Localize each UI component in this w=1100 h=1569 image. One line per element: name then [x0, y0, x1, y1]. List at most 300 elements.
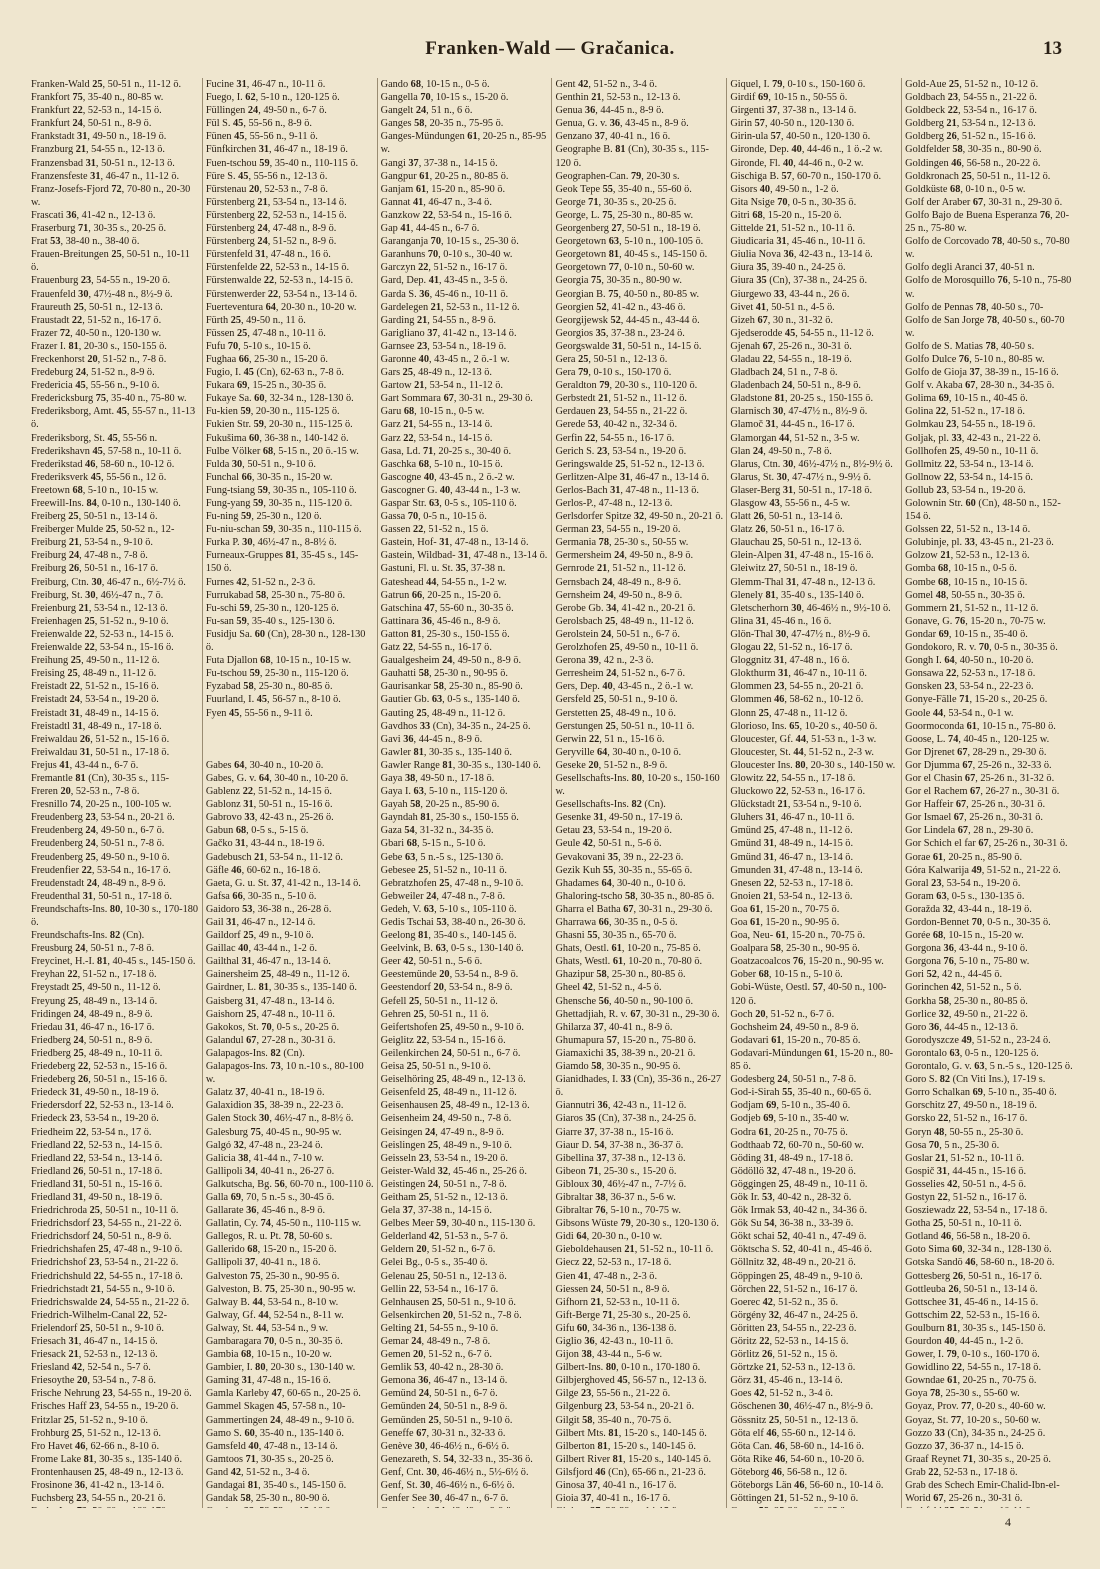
entry-coordinates: , 25-30 n., 80-85 ö. — [606, 969, 686, 981]
entry-name: Goch — [730, 1008, 753, 1020]
entry-name — [555, 1506, 587, 1508]
index-entry — [206, 1047, 374, 1060]
entry-coordinates: (Cn), 65-66 n., 21-23 ö. — [605, 1466, 706, 1478]
entry-map-number — [432, 1506, 445, 1508]
entry-coordinates: , 48-49 n., 7-8 ö. — [421, 1336, 491, 1347]
index-entry — [381, 274, 549, 287]
entry-name: Fürstenwalde — [205, 275, 262, 287]
index-entry — [555, 1348, 723, 1361]
entry-map-number: 20 — [430, 982, 444, 994]
entry-name: Goya — [905, 1388, 928, 1400]
entry-coordinates: , 52-53 n., 12-13 ö. — [601, 92, 681, 104]
entry-map-number: 25 — [761, 825, 775, 837]
entry-name: Gabrovo — [205, 812, 242, 824]
entry-name: Goa, Neu- — [730, 930, 774, 942]
entry-name: Freienburg — [31, 602, 76, 614]
entry-name: Futa Djallon — [205, 655, 258, 667]
entry-name: Fraureuth — [31, 301, 72, 313]
entry-name: Frejus — [31, 759, 57, 771]
entry-name: Gablenz — [205, 786, 241, 798]
entry-coordinates: , 46½-47 n., 8½-9 ö. — [788, 1401, 874, 1413]
entry-coordinates: , 5-10 n., 120-125 ö. — [255, 92, 340, 104]
entry-map-number: 59 — [251, 419, 264, 431]
entry-map-number: 61 — [964, 720, 977, 732]
entry-map-number: 53 — [585, 419, 599, 431]
entry-map-number: 32 — [764, 1257, 777, 1269]
entry-map-number: 23 — [67, 1113, 80, 1125]
entry-coordinates: , 40-42 n., 28-30 ö. — [424, 1362, 504, 1374]
entry-coordinates: , 58-60 n., 18-20 ö. — [975, 1257, 1055, 1269]
entry-name: Giessen — [555, 1283, 589, 1295]
entry-name: Fu-kien — [205, 406, 238, 418]
entry-name — [206, 1506, 241, 1508]
entry-coordinates: , 50-51 n., 9-10 ö. — [90, 1322, 164, 1334]
entry-name: Göppingen — [730, 1270, 777, 1282]
entry-coordinates: , 51-52 n., 3-4 ö. — [764, 1388, 833, 1400]
entry-name: Geer — [380, 956, 401, 968]
entry-map-number: 24 — [598, 628, 612, 640]
entry-name: Friedeck — [31, 1087, 68, 1099]
index-entry — [206, 772, 374, 785]
entry-coordinates: , 51-52 n., 8-9 ö. — [598, 759, 668, 771]
entry-coordinates: , 51-52 n., 11-12 ö. — [608, 393, 687, 405]
index-entry — [31, 1374, 199, 1387]
index-entry — [905, 157, 1073, 170]
entry-name: Furneaux-Gruppes — [205, 550, 284, 562]
entry-coordinates: , 54-55 n., 19-20 ö. — [112, 1388, 192, 1400]
entry-name: Gonsken — [905, 681, 942, 693]
entry-map-number: 46 — [771, 694, 785, 706]
entry-coordinates: , 37-38 n., 23-24 ö. — [605, 327, 685, 339]
entry-map-number: 23 — [928, 877, 942, 889]
entry-name: Franzensfeste — [31, 170, 88, 182]
entry-name: Friedrichshafen — [31, 1244, 96, 1256]
index-entry — [206, 1230, 374, 1243]
entry-name: Gor Djumma — [905, 759, 960, 771]
entry-coordinates: , 46-47 n., 12-14 ö. — [236, 917, 316, 928]
entry-name: Gerolsbach — [555, 615, 603, 627]
entry-name: Gayndah — [380, 812, 418, 824]
entry-name: Gambaragara — [205, 1336, 262, 1347]
index-entry — [555, 1505, 723, 1508]
entry-coordinates: , 51-52 n., 12-13 ö. — [82, 1427, 161, 1439]
entry-name: Friedrichswalde — [31, 1296, 98, 1308]
entry-map-number: 39 — [585, 655, 599, 667]
entry-map-number: 22 — [64, 969, 78, 981]
entry-name: Gleiwitz — [730, 563, 766, 575]
entry-coordinates: , 31-32 n., 34-35 ö. — [414, 825, 494, 837]
entry-coordinates: , 50-51 n., 8-9 ö. — [792, 380, 861, 392]
entry-coordinates: , 53-54 n., 9 w. — [266, 1322, 329, 1334]
entry-coordinates: , 50-51 n., 8-9 ö. — [600, 1283, 670, 1295]
index-entry — [555, 1361, 723, 1374]
index-entry — [206, 916, 374, 929]
entry-map-number: 22 — [70, 1152, 84, 1164]
entry-coordinates: , 30-40 n., 10-20 ö. — [269, 772, 349, 784]
entry-name: Göritten — [730, 1322, 765, 1334]
entry-coordinates: , 20-35 n., 75-95 ö. — [424, 118, 504, 130]
index-entry — [905, 523, 1073, 536]
entry-coordinates: , 42-43 n., 21-22 ö. — [961, 432, 1041, 444]
entry-coordinates: , 0-10 n., 130-140 ö. — [96, 498, 181, 509]
entry-name: Gannat — [380, 196, 411, 208]
entry-name: Görz — [730, 1375, 751, 1387]
entry-map-number: 25 — [70, 1047, 84, 1059]
entry-name: Fuchsberg — [31, 1493, 74, 1505]
index-entry — [381, 91, 549, 104]
entry-coordinates: , 54-55 n., 22-23 ö. — [777, 1322, 857, 1334]
index-entry — [730, 510, 898, 523]
index-entry — [206, 1270, 374, 1283]
entry-coordinates: , 38-40 n., 38-40 ö. — [60, 236, 140, 248]
entry-map-number: 31 — [617, 471, 631, 483]
entry-map-number: 24 — [588, 1283, 601, 1295]
entry-name: Goral — [905, 877, 929, 889]
entry-name: Gaya — [380, 772, 403, 784]
entry-coordinates: , 0-10 s., 30-40 w. — [438, 249, 513, 261]
entry-map-number: 57 — [778, 170, 792, 182]
index-entry — [206, 877, 374, 890]
index-entry — [555, 78, 723, 91]
entry-name: Gonsawa — [905, 668, 944, 680]
index-entry — [730, 1073, 898, 1086]
entry-map-number: 58 — [768, 943, 781, 955]
entry-map-number: 63 — [426, 498, 440, 509]
entry-coordinates: , 47-48 n., 8-9 ö. — [267, 223, 337, 235]
entry-name: Golfo de Corcovado — [905, 236, 990, 248]
entry-coordinates: , 30-31 n., 29-30 ö. — [640, 1008, 720, 1020]
entry-map-number: 68 — [749, 209, 763, 221]
entry-name: Frankfurt — [31, 105, 70, 117]
entry-name: Glarus, St. — [730, 471, 775, 483]
entry-name: Gor el Rachem — [905, 786, 968, 798]
index-entry — [905, 733, 1073, 746]
entry-map-number: 35 — [603, 1047, 617, 1059]
entry-name: Freiburg — [31, 550, 67, 562]
entry-name: Friedland — [31, 1165, 71, 1177]
index-entry — [730, 327, 898, 340]
entry-name: Gottesberg — [905, 1270, 951, 1282]
entry-map-number: 41 — [410, 196, 424, 208]
entry-name: Givet — [730, 301, 754, 313]
entry-name: Gozzo — [905, 1440, 933, 1452]
entry-map-number: 59 — [260, 524, 274, 536]
entry-name: Gelderland — [380, 1231, 427, 1243]
index-entry — [31, 1099, 199, 1112]
entry-coordinates: , 25-30 n., 80-90 ö. — [250, 1493, 330, 1505]
entry-name: Gomel — [905, 589, 934, 601]
entry-coordinates: , 51 n., 6 ö. — [426, 105, 473, 117]
index-entry — [555, 1191, 723, 1204]
entry-coordinates: , 47-48 n., 13-14 ö. — [255, 995, 335, 1007]
entry-coordinates: , 50-51 n., 12-13 ö. — [588, 353, 668, 365]
entry-map-number: 22 — [925, 1466, 939, 1478]
index-entry — [381, 903, 549, 916]
entry-map-number: 81 — [772, 393, 785, 405]
entry-map-number: 42 — [760, 1296, 773, 1308]
entry-coordinates: , 30-35 n., 90-95 ö. — [601, 1061, 681, 1073]
entry-map-number: 20 — [413, 1244, 427, 1256]
entry-coordinates: , 20-25 s., 150-155 ö. — [784, 393, 874, 405]
index-entry — [206, 1204, 374, 1217]
entry-name: Gmünd — [730, 851, 762, 863]
entry-coordinates: , 50-51 n., 11-12 ö. — [102, 79, 182, 90]
entry-map-number: 67 — [954, 746, 968, 758]
entry-name: Göktscha S. — [730, 1244, 781, 1256]
entry-name: Fyzabad — [205, 681, 241, 693]
index-entry — [206, 78, 374, 91]
entry-coordinates: , 56-58 n., 20-22 ö. — [961, 157, 1041, 169]
entry-map-number: 45 — [230, 118, 244, 130]
entry-map-number: 31 — [609, 340, 623, 352]
index-entry — [730, 1178, 898, 1191]
index-entry — [31, 183, 199, 209]
entry-map-number: 42 — [944, 1178, 958, 1190]
entry-coordinates: , 40-50 n., 120-130 ö. — [764, 118, 855, 130]
index-entry — [905, 798, 1073, 811]
entry-coordinates: , 54-55 n., 19-20 ö. — [99, 1401, 179, 1413]
entry-name: Golfo de Morosquillo — [905, 275, 995, 287]
index-entry — [905, 274, 1073, 300]
entry-coordinates: , 25-30 n., 120-125 ö. — [249, 602, 339, 614]
entry-coordinates: , 20-30 n., 0-10 w. — [586, 1231, 663, 1243]
entry-map-number: 25 — [240, 930, 254, 942]
entry-name: Göschenen — [730, 1401, 777, 1413]
index-entry — [31, 929, 199, 942]
entry-map-number: 31 — [436, 537, 450, 549]
index-entry — [730, 1492, 898, 1505]
entry-coordinates: , 53-54 n., 7-8 ö. — [87, 1375, 156, 1387]
index-entry — [905, 366, 1073, 379]
index-column — [726, 78, 901, 1508]
entry-name: Gallipoli — [205, 1165, 243, 1177]
entry-name: Gibraltar — [555, 1205, 593, 1217]
index-entry — [730, 183, 898, 196]
index-entry — [381, 707, 549, 720]
index-entry — [206, 1427, 374, 1440]
entry-name: Gieboldehausen — [555, 1244, 622, 1256]
index-entry — [730, 693, 898, 706]
entry-name: Gmünd — [730, 825, 762, 837]
entry-name: Füssen — [205, 327, 235, 339]
entry-coordinates: , 49-50 n., 20-21 ö. — [644, 511, 724, 523]
index-entry — [381, 366, 549, 379]
index-entry — [905, 837, 1073, 850]
entry-name: Gatrun — [380, 589, 410, 601]
entry-name: Ganges — [380, 118, 412, 130]
entry-map-number: 67 — [413, 1427, 427, 1439]
index-entry — [206, 864, 374, 877]
entry-name: Gedeh, V. — [380, 903, 422, 915]
index-entry — [905, 379, 1073, 392]
entry-coordinates: (Cn), 34-35 n., 24-25 ö. — [944, 1427, 1046, 1439]
index-entry — [730, 654, 898, 667]
entry-coordinates: , 35-40 s., 145-150 ö. — [258, 1480, 347, 1492]
entry-name: Fulbe Völker — [205, 445, 261, 457]
entry-name: Fresnillo — [31, 799, 68, 811]
entry-map-number: 23 — [933, 484, 947, 496]
index-entry — [555, 353, 723, 366]
entry-map-number: 54 — [761, 1218, 775, 1230]
index-entry — [206, 314, 374, 327]
entry-name: Friedrich-Wilhelm-Canal — [31, 1309, 136, 1321]
entry-coordinates: , 54-55 n., 17-18 ö. — [103, 1270, 183, 1282]
entry-coordinates: , 45-46 n., 10-11 ö. — [429, 288, 509, 300]
index-entry — [381, 497, 549, 510]
entry-coordinates: , 5-10 n., 10-15 ö. — [428, 458, 503, 470]
entry-name: Gadebusch — [205, 851, 252, 863]
entry-map-number: 71 — [585, 1165, 599, 1177]
entry-map-number: 40 — [235, 943, 249, 955]
entry-map-number: 24 — [416, 1388, 429, 1400]
entry-coordinates: , 47-48 n., 11-12 ö. — [768, 707, 848, 719]
entry-map-number: 22 — [763, 772, 777, 784]
entry-map-number: 66 — [239, 471, 252, 483]
index-entry — [555, 536, 723, 549]
entry-coordinates: , 10-15 n., 5-10 ö. — [768, 969, 843, 981]
entry-map-number: 22 — [81, 1100, 95, 1112]
entry-name: Gafsa — [205, 890, 230, 902]
entry-map-number: 33 — [932, 1427, 945, 1439]
entry-coordinates: , 44-45 n., 15-16 ö. — [947, 1165, 1027, 1177]
entry-coordinates: , 51-52 n., 15 ö. — [423, 524, 489, 536]
entry-coordinates: , 10-15 n., 0-5 ö. — [420, 79, 490, 90]
entry-name: Gassa — [380, 511, 406, 523]
entry-map-number: 23 — [416, 1152, 429, 1164]
entry-coordinates: , 50-51 n., 12-13 ö. — [95, 157, 175, 169]
entry-name: Freudenthal — [31, 890, 81, 902]
entry-map-number: 68 — [930, 930, 944, 942]
index-entry — [31, 667, 199, 680]
entry-coordinates: , 25-30 n., 90-95 w. — [275, 1283, 356, 1295]
entry-map-number: 36 — [607, 118, 621, 130]
entry-coordinates: , 54-55 n., 9-10 ö. — [424, 1322, 499, 1334]
entry-map-number: 23 — [594, 445, 608, 457]
entry-name: Gloucester Ins. — [730, 759, 793, 771]
entry-name: Gnesen — [730, 877, 762, 889]
entry-coordinates: , 53-54 n., 17 ö. — [86, 1126, 152, 1138]
index-entry — [31, 1492, 199, 1505]
entry-name: Grab — [905, 1466, 926, 1478]
entry-coordinates: , 54-55 n., 19-20 ö. — [91, 275, 171, 287]
entry-coordinates: , 51-52 n., 2-3 ö. — [246, 576, 316, 588]
index-entry — [555, 864, 723, 877]
index-entry — [555, 654, 723, 667]
entry-coordinates: , 50-51 n., 6-7 ö. — [611, 628, 680, 640]
entry-map-number: 30 — [788, 602, 802, 614]
index-entry — [206, 1335, 374, 1348]
index-entry — [31, 772, 199, 785]
entry-coordinates: , 51-52 n., 11-12 ö. — [959, 602, 1039, 614]
index-entry — [730, 379, 898, 392]
entry-name: Geographe B. — [555, 144, 613, 156]
entry-coordinates: , 53-54 n., 13-14 ö. — [954, 458, 1034, 470]
entry-name: Friedersdorf — [31, 1100, 82, 1112]
index-entry — [555, 143, 723, 169]
entry-name: Gabes, G. v. — [205, 772, 257, 784]
entry-coordinates: , 54-55 n., 21-22 ö. — [102, 1218, 182, 1230]
entry-map-number: 25 — [429, 1296, 443, 1308]
entry-coordinates: , 49-50 n., 8-9 ö. — [613, 589, 683, 601]
entry-coordinates: , 50-51 n., 10-11 ö. — [943, 1218, 1022, 1230]
entry-name: Gongh I. — [905, 655, 942, 667]
entry-map-number: 22 — [81, 642, 95, 654]
index-entry — [31, 274, 199, 287]
entry-map-number — [756, 1506, 769, 1508]
entry-coordinates: , 49-50 n., 8-9 ö. — [790, 1021, 859, 1033]
entry-name: Giulia Nova — [730, 249, 781, 261]
entry-name: Gilge — [555, 1388, 579, 1400]
entry-map-number: 25 — [602, 615, 616, 627]
entry-name: Gainersheim — [205, 969, 259, 981]
entry-coordinates: , 5-10 n., 10-15 w. — [82, 484, 159, 496]
entry-map-number: 59 — [250, 498, 264, 509]
entry-coordinates: , 30-35 n., 55-65 ö. — [613, 864, 693, 876]
entry-name: Giecz — [555, 1257, 580, 1269]
entry-map-number: 37 — [932, 1440, 945, 1452]
index-entry — [730, 1466, 898, 1479]
entry-name: Friesach — [31, 1336, 66, 1347]
entry-coordinates: , 54-55 n., 21-22 ö. — [608, 406, 688, 418]
index-entry — [206, 1492, 374, 1505]
entry-name: Gailthal — [205, 956, 239, 968]
entry-map-number: 33 — [962, 537, 975, 549]
entry-map-number: 76 — [952, 615, 966, 627]
entry-map-number: 75 — [93, 393, 107, 405]
entry-name: Goyaz, Prov. — [905, 1401, 959, 1413]
index-entry — [31, 864, 199, 877]
entry-coordinates: , 28-29 n., 29-30 ö. — [967, 746, 1047, 758]
entry-coordinates: , 46-46½ n., 6-6½ ö. — [430, 1480, 515, 1492]
entry-name: Gor Ismael — [905, 812, 952, 824]
entry-name: Geryville — [555, 746, 595, 758]
entry-map-number: 59 — [255, 484, 268, 496]
entry-name: Gjedserodde — [730, 327, 783, 339]
entry-name: Gizeh — [730, 314, 755, 326]
entry-map-number: 23 — [86, 1401, 100, 1413]
entry-map-number: 81 — [94, 956, 108, 968]
entry-coordinates: , 47-48 n., 2-3 ö. — [588, 1270, 658, 1282]
entry-name: Gilbert-Ins. — [555, 1362, 604, 1374]
entry-coordinates: , 20-25 n., 85-90 ö. — [943, 851, 1023, 863]
entry-coordinates — [87, 1506, 178, 1508]
entry-coordinates: , 47-48 n., 13-14 ö. — [449, 537, 529, 549]
index-entry — [381, 432, 549, 445]
index-entry — [555, 170, 723, 183]
entry-coordinates: , 50-51 n., 9-10 ö. — [242, 458, 316, 470]
entry-name: Fürstenfeld — [205, 249, 253, 261]
index-entry — [905, 432, 1073, 445]
entry-map-number: 22 — [413, 1034, 427, 1046]
index-entry — [905, 1374, 1073, 1387]
entry-coordinates: , 58-60 n., 14-16 ö. — [784, 1440, 864, 1452]
index-entry — [381, 562, 549, 575]
entry-map-number: 44 — [249, 1296, 263, 1308]
entry-name: Galveston — [205, 1270, 248, 1282]
entry-name: Gaualgesheim — [380, 655, 440, 667]
index-entry — [206, 955, 374, 968]
index-entry — [905, 1400, 1073, 1413]
entry-coordinates: , 20-30 s., 140-150 w. — [805, 759, 896, 771]
entry-name: Goldingen — [905, 157, 949, 169]
index-entry — [555, 301, 723, 314]
entry-map-number: 53 — [239, 903, 253, 915]
entry-name: Gelei Bg. — [380, 1257, 421, 1269]
entry-name: Galway, St. — [205, 1322, 254, 1334]
index-entry — [905, 1466, 1073, 1479]
entry-coordinates: , 20-25 n., 15-20 ö. — [422, 589, 502, 601]
entry-map-number: 45 — [274, 1401, 288, 1413]
